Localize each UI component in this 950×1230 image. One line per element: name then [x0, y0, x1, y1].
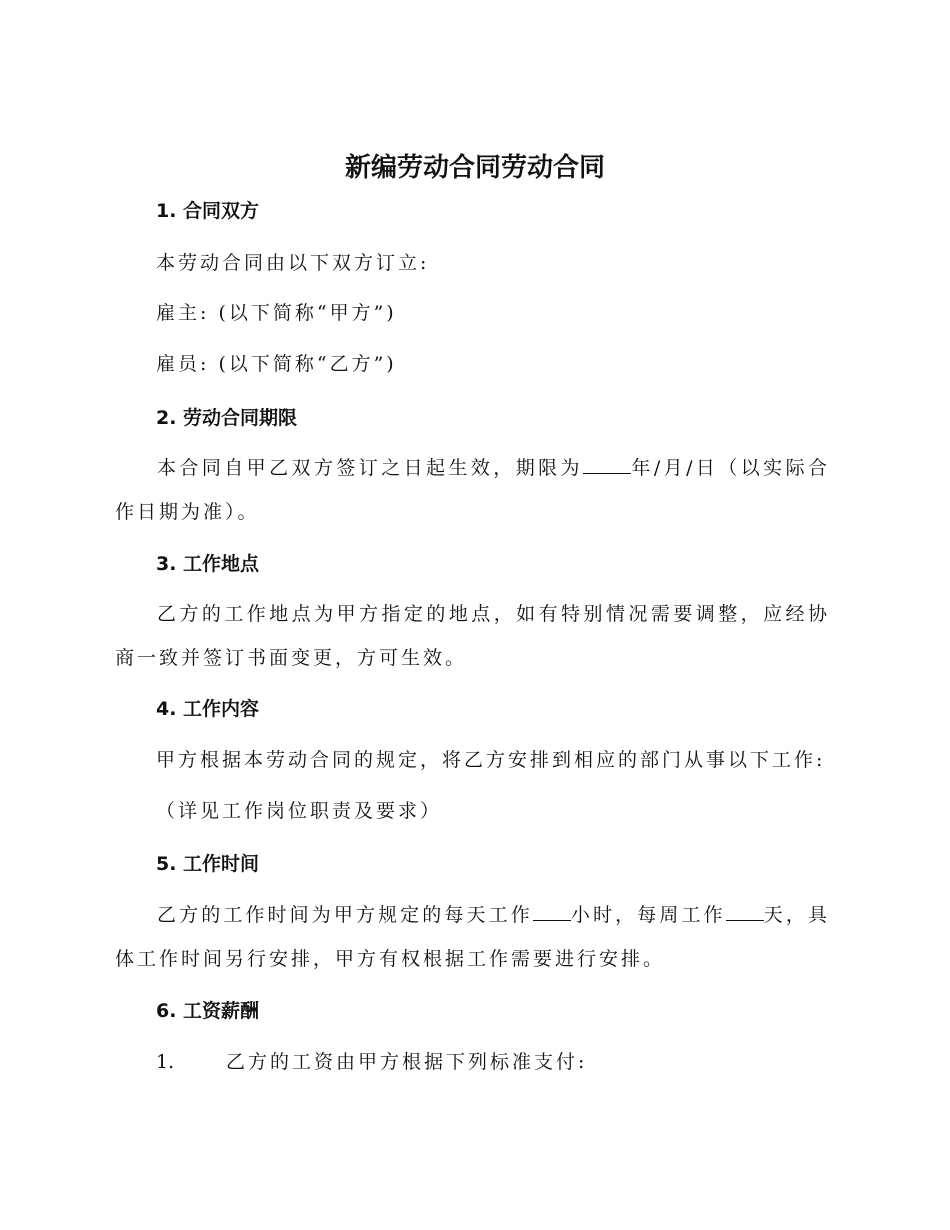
- hours-text-3: 天，具体工作时间另行安排，甲方有权根据工作需要进行安排。: [115, 904, 830, 970]
- hours-text-1: 乙方的工作时间为甲方规定的每天工作: [157, 904, 533, 926]
- employer-line: 雇主: (以下简称“甲方”): [156, 302, 397, 324]
- term-blank: [583, 453, 631, 474]
- salary-item-text: 乙方的工资由甲方根据下列标准支付:: [226, 1051, 588, 1073]
- section-heading-content: 4. 工作内容: [156, 698, 260, 720]
- salary-item-1: [156, 1047, 587, 1077]
- term-text-before: 本合同自甲乙双方签订之日起生效，期限为: [157, 457, 583, 479]
- location-paragraph: 乙方的工作地点为甲方指定的地点，如有特别情况需要调整，应经协商一致并签订书面变更，方可生效。: [115, 603, 830, 669]
- content-detail: （详见工作岗位职责及要求）: [156, 800, 443, 822]
- employee-line: 雇员: (以下简称“乙方”): [156, 353, 397, 375]
- document-title: 新编劳动合同劳动合同: [344, 153, 605, 183]
- term-text-after: 年/月/日（以实际合作日期为准）。: [115, 457, 830, 523]
- section-heading-parties: 1. 合同双方: [156, 200, 260, 222]
- hours-paragraph: [115, 893, 830, 981]
- section-heading-salary: 6. 工资薪酬: [156, 1000, 260, 1022]
- section-heading-location: 3. 工作地点: [156, 553, 260, 575]
- section-heading-hours: 5. 工作时间: [156, 853, 260, 875]
- weekly-days-blank: [726, 900, 764, 921]
- daily-hours-blank: [533, 900, 571, 921]
- section-heading-term: 2. 劳动合同期限: [156, 407, 298, 429]
- term-paragraph: [115, 446, 830, 534]
- parties-intro: 本劳动合同由以下双方订立:: [156, 252, 430, 274]
- content-line: 甲方根据本劳动合同的规定，将乙方安排到相应的部门从事以下工作:: [156, 749, 826, 771]
- hours-text-2: 小时，每周工作: [570, 904, 726, 926]
- salary-item-number: 1.: [156, 1051, 175, 1073]
